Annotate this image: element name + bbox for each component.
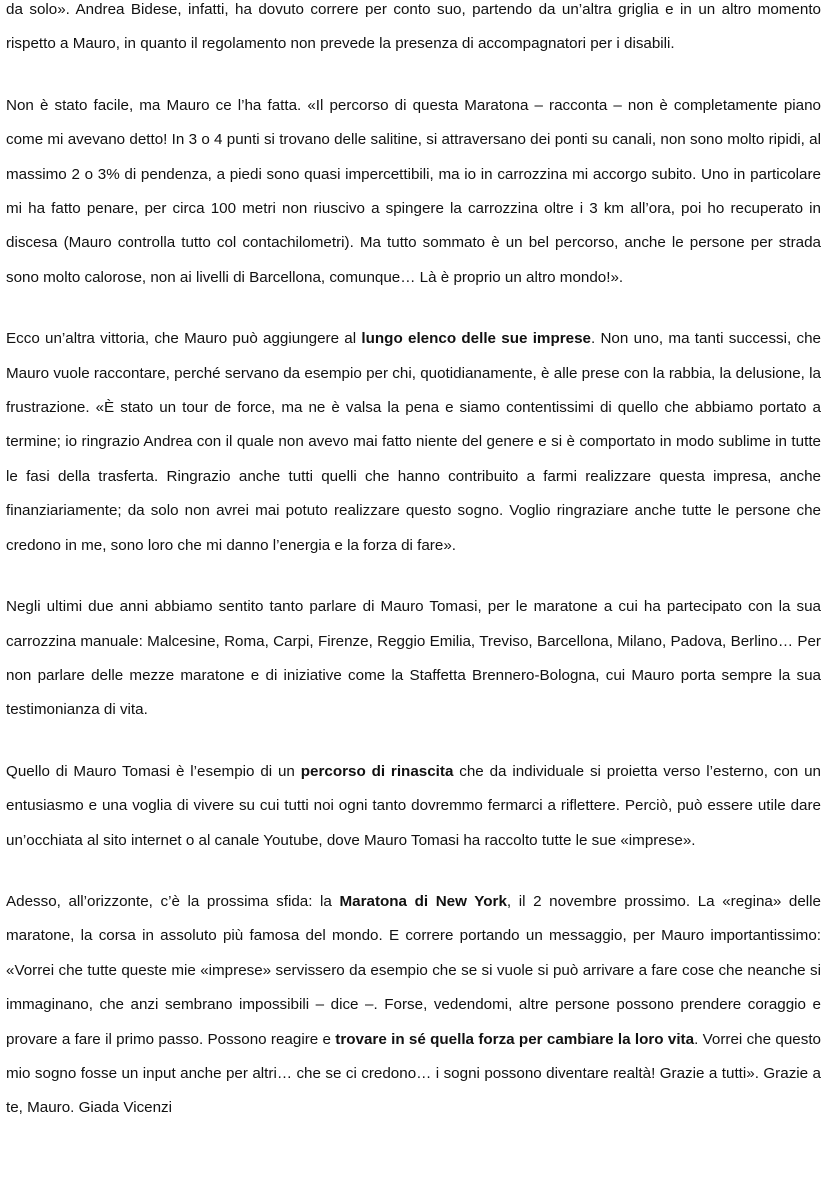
paragraph-gap <box>6 62 821 89</box>
paragraph-3-text-b: . Non uno, ma tanti successi, che Mauro vuole raccontare, perché servano da esempio per chi, quotidianamente, è alle prese con la rabbia, la delusione, la frustrazione. «È stato un tour de force, ma ne è valsa la pena e siamo contentissimi di quello che abbiamo portato a termine; io ringrazio Andrea con il quale non avevo mai fatto niente del genere e si è comportato in modo sublime in tutte le fasi della trasferta. Ringrazio anche tutti quelli che hanno contribuito a farmi realizzare questa impresa, anche finanziariamente; da solo non avrei mai potuto realizzare questo sogno. Voglio ringraziare anche tutte le persone che credono in me, sono loro che mi danno l’energia e la forza di fare». <box>6 330 821 554</box>
paragraph-6-bold-1: Maratona di New York <box>339 892 507 910</box>
paragraph-6-bold-2: trovare in sé quella forza per cambiare la loro vita <box>335 1030 695 1048</box>
paragraph-3-text-a: Ecco un’altra vittoria, che Mauro può aggiungere al <box>6 330 362 348</box>
paragraph-3 <box>6 322 821 563</box>
paragraph-3-bold: lungo elenco delle sue imprese <box>361 330 591 348</box>
paragraph-gap <box>6 563 821 590</box>
paragraph-5-bold: percorso di rinascita <box>300 762 454 780</box>
paragraph-1 <box>6 0 821 62</box>
paragraph-6 <box>6 885 821 1126</box>
paragraph-4 <box>6 590 821 728</box>
paragraph-5-text-a: Quello di Mauro Tomasi è l’esempio di un <box>6 762 301 780</box>
paragraph-6-text-c: . Vorrei che questo mio sogno fosse un input anche per altri… che se ci credono… i sogni possono diventare realtà! Grazie a tutti». Grazie a te, Mauro. Giada Vicenzi <box>6 1030 821 1117</box>
paragraph-2-text: Non è stato facile, ma Mauro ce l’ha fatta. «Il percorso di questa Maratona – racconta – non è completamente piano come mi avevano detto! In 3 o 4 punti si trovano delle salitine, si attraversano dei ponti su canali, non sono molto ripidi, al massimo 2 o 3% di pendenza, a piedi sono quasi impercettibili, ma io in carrozzina mi accorgo subito. Uno in particolare mi ha fatto penare, per circa 100 metri non riuscivo a spingere la carrozzina oltre i 3 km all’ora, poi ho recuperato in discesa (Mauro controlla tutto col contachilometri). Ma tutto sommato è un bel percorso, anche le persone per strada sono molto calorose, non ai livelli di Barcellona, comunque… Là è proprio un altro mondo!». <box>6 96 821 286</box>
paragraph-4-text: Negli ultimi due anni abbiamo sentito tanto parlare di Mauro Tomasi, per le maratone a cui ha partecipato con la sua carrozzina manuale: Malcesine, Roma, Carpi, Firenze, Reggio Emilia, Treviso, Barcellona, Milano, Padova, Berlino… Per non parlare delle mezze maratone e di iniziative come la Staffetta Brennero-Bologna, cui Mauro porta sempre la sua testimonianza di vita. <box>6 598 821 719</box>
paragraph-6-text-a: Adesso, all’orizzonte, c’è la prossima sfida: la <box>6 892 340 910</box>
paragraph-1-text: da solo». Andrea Bidese, infatti, ha dovuto correre per conto suo, partendo da un’altra griglia e in un altro momento rispetto a Mauro, in quanto il regolamento non prevede la presenza di accompagnatori per i disabili. <box>6 1 821 53</box>
paragraph-6-text-b: , il 2 novembre prossimo. La «regina» delle maratone, la corsa in assoluto più famosa del mondo. E correre portando un messaggio, per Mauro importantissimo: «Vorrei che tutte queste mie «imprese» servissero da esempio che se si vuole si può arrivare a fare cose che neanche si immaginano, che anzi sembrano impossibili – dice –. Forse, vedendomi, altre persone possono prendere coraggio e provare a fare il primo passo. Possono reagire e <box>6 892 821 1048</box>
paragraph-gap <box>6 295 821 322</box>
paragraph-2 <box>6 89 821 295</box>
paragraph-gap <box>6 728 821 755</box>
paragraph-5-text-b: che da individuale si proietta verso l’esterno, con un entusiasmo e una voglia di vivere su cui tutti noi ogni tanto dovremmo fermarci a riflettere. Perciò, può essere utile dare un’occhiata al sito internet o al canale Youtube, dove Mauro Tomasi ha raccolto tutte le sue «imprese». <box>6 762 821 849</box>
paragraph-gap <box>6 858 821 885</box>
paragraph-5 <box>6 755 821 858</box>
